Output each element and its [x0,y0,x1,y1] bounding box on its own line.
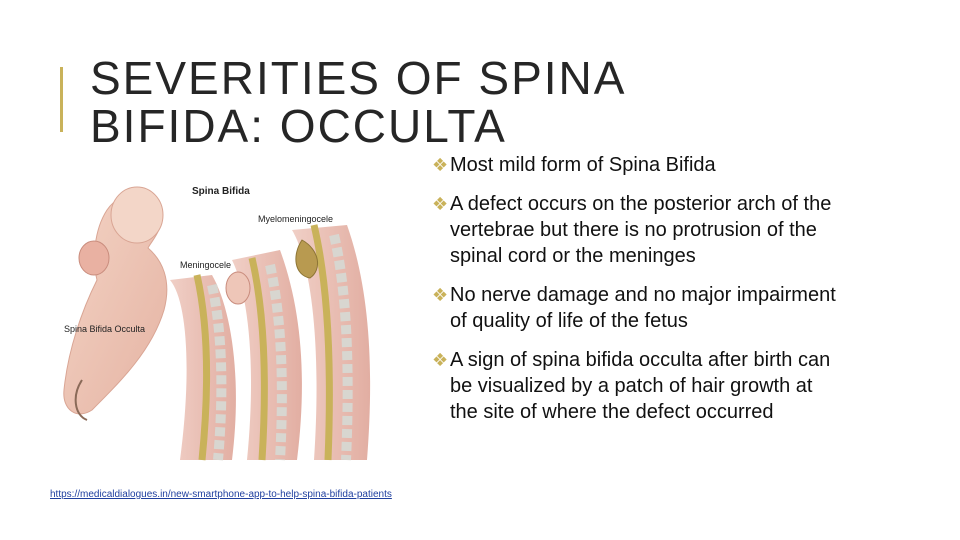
title-accent-bar [60,67,63,132]
label-meningocele: Meningocele [180,260,232,270]
spina-bifida-illustration-svg [52,170,382,465]
diamond-bullet-icon: ❖ [432,155,449,175]
bullet-item [432,347,840,425]
spine-cross-section-occulta [170,275,236,460]
diamond-bullet-icon: ❖ [432,350,449,370]
image-source-link[interactable]: https://medicaldialogues.in/new-smartphone-app-to-help-spina-bifida-patients [50,489,392,500]
diamond-bullet-icon: ❖ [432,194,449,214]
label-myelomeningocele: Myelomeningocele [258,214,334,224]
bullet-text: Most mild form of Spina Bifida [450,154,716,176]
bullet-item [432,152,840,178]
bullet-text: No nerve damage and no major impairment of quality of life of the fetus [450,284,836,332]
spina-bifida-illustration [52,170,382,465]
spine-cross-section-myelomeningocele [292,225,370,460]
diamond-bullet-icon: ❖ [432,285,449,305]
baby-figure [64,187,167,420]
slide-title-line-2: BIFIDA: OCCULTA [90,100,507,152]
bullet-item [432,191,840,269]
label-spina-bifida-occulta: Spina Bifida Occulta [64,324,146,334]
bullet-item [432,282,840,334]
bullet-text: A defect occurs on the posterior arch of the vertebrae but there is no protrusion of the spinal cord or the meninges [450,193,832,267]
slide-title [90,54,626,150]
spine-cross-section-meningocele [226,250,302,460]
bullet-list [432,152,840,425]
bullet-text: A sign of spina bifida occulta after birth can be visualized by a patch of hair growth at the site of where the defect occurred [450,349,831,423]
figure-title: Spina Bifida [192,186,250,197]
lesion-sac [79,241,109,275]
slide-title-line-1: SEVERITIES OF SPINA [90,52,627,104]
